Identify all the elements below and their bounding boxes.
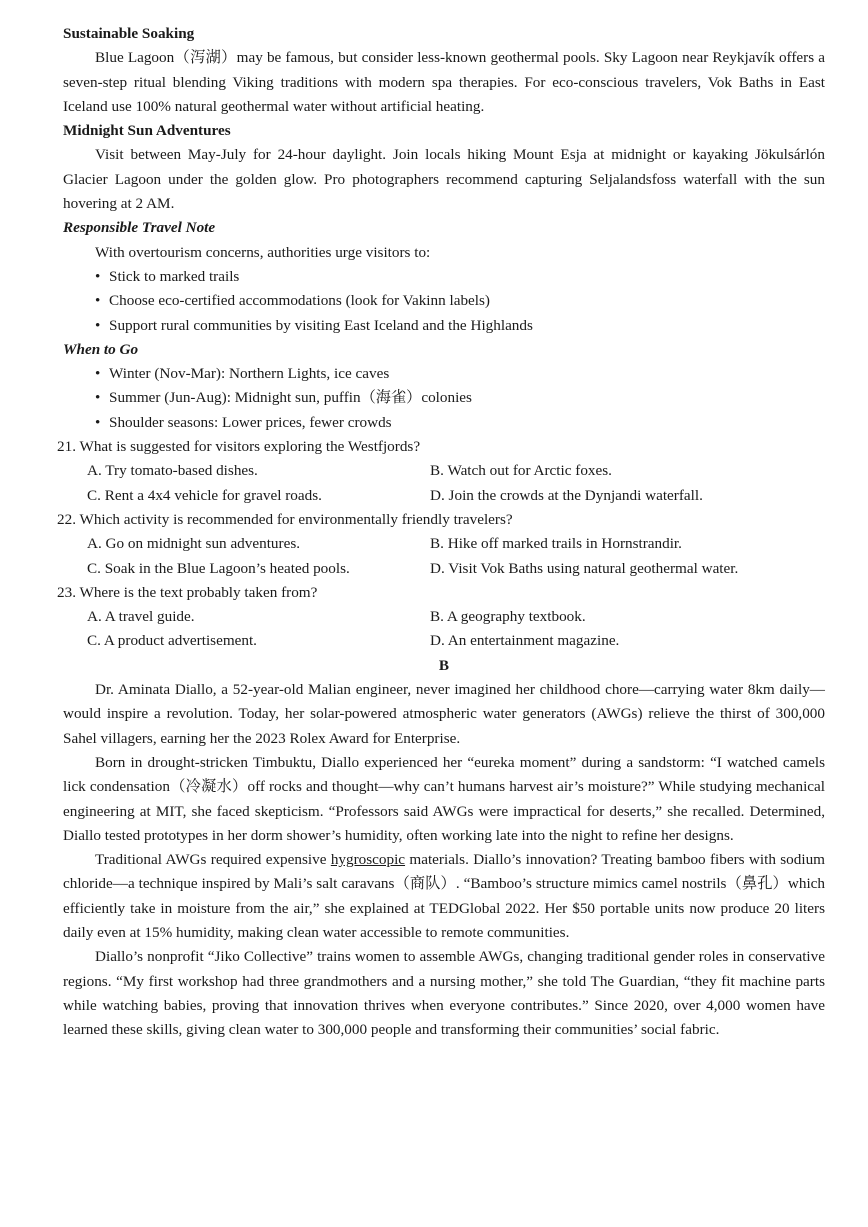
- option-d: D. Join the crowds at the Dynjandi waterfall.: [430, 486, 703, 504]
- section-title-when-to-go: When to Go: [63, 340, 139, 358]
- section-title-midnight-sun: Midnight Sun Adventures: [63, 122, 231, 140]
- question-22-stem: 22. Which activity is recommended for environmentally friendly travelers?: [57, 510, 513, 528]
- question-23-options: [63, 605, 825, 654]
- paragraph-sustainable-soaking: Blue Lagoon（泻湖）may be famous, but consider less-known geothermal pools. Sky Lagoon near Reykjavík offers a seven-step ritual blending Viking traditions with modern spa therapies. For eco-conscious travelers, Vok Baths in East Iceland use 100% natural geothermal water without artificial heating.: [63, 49, 825, 115]
- question-21-options: [63, 459, 825, 508]
- paragraph-b-1: Dr. Aminata Diallo, a 52-year-old Malian engineer, never imagined her childhood chore—carrying water 8km daily—would inspire a revolution. Today, her solar-powered atmospheric water generators (AWGs) relieve the thirst of 300,000 Sahel villagers, earning her the 2023 Rolex Award for Enterprise.: [63, 681, 825, 747]
- section-title-responsible-travel: Responsible Travel Note: [63, 219, 216, 237]
- paragraph-midnight-sun: Visit between May-July for 24-hour daylight. Join locals hiking Mount Esja at midnight or kayaking Jökulsárlón Glacier Lagoon under the golden glow. Pro photographers recommend capturing Seljalandsfoss waterfall with the sun hovering at 2 AM.: [63, 146, 825, 213]
- underlined-word: hygroscopic: [330, 851, 406, 869]
- option-c: C. A product advertisement.: [87, 632, 257, 650]
- list-item: • Choose eco-certified accommodations (look for Vakinn labels): [63, 289, 825, 313]
- section-title-sustainable-soaking: Sustainable Soaking: [63, 25, 195, 42]
- option-a: A. A travel guide.: [87, 608, 195, 626]
- question-22-options: [63, 532, 825, 581]
- option-b: B. A geography textbook.: [430, 608, 586, 626]
- list-item: • Support rural communities by visiting East Iceland and the Highlands: [63, 314, 825, 338]
- question-23-stem: 23. Where is the text probably taken from?: [57, 583, 318, 601]
- paragraph-b-2: Born in drought-stricken Timbuktu, Diallo experienced her “eureka moment” during a sandstorm: “I watched camels lick condensation（冷凝水）off rocks and thought—why can’t humans harvest air’s moisture?” While studying mechanical engineering at MIT, she faced skepticism. “Professors said AWGs were impractical for deserts,” she recalled. Determined, Diallo tested prototypes in her dorm shower’s humidity, often working late into the night to refine her designs.: [63, 753, 825, 844]
- option-a: A. Go on midnight sun adventures.: [87, 535, 301, 553]
- option-b: B. Watch out for Arctic foxes.: [430, 462, 612, 480]
- option-c: C. Rent a 4x4 vehicle for gravel roads.: [87, 486, 322, 504]
- question-21-stem: 21. What is suggested for visitors exploring the Westfjords?: [57, 438, 421, 456]
- paragraph-b-3: Traditional AWGs required expensive hygroscopic materials. Diallo’s innovation? Treating bamboo fibers with sodium chloride—a technique inspired by Mali’s salt caravans（商队）. “Bamboo’s structure mimics camel nostrils（鼻孔）which efficiently take in moisture from the air,” she explained at TEDGlobal 2022. Her $50 portable units now produce 20 liters daily even at 15% humidity, making clean water accessible to remote communities.: [63, 851, 825, 941]
- list-item: • Shoulder seasons: Lower prices, fewer crowds: [63, 411, 825, 435]
- option-b: B. Hike off marked trails in Hornstrandir.: [430, 535, 682, 553]
- option-a: A. Try tomato-based dishes.: [87, 462, 258, 480]
- list-item: • Summer (Jun-Aug): Midnight sun, puffin（海雀）colonies: [63, 386, 825, 410]
- option-c: C. Soak in the Blue Lagoon’s heated pools.: [87, 559, 350, 577]
- option-d: D. An entertainment magazine.: [430, 632, 620, 650]
- paragraph-b-4: Diallo’s nonprofit “Jiko Collective” trains women to assemble AWGs, changing traditional gender roles in conservative regions. “My first workshop had three grandmothers and a nursing mother,” she told The Guardian, “they fit machine parts while watching babies, proving that innovation thrives when everyone contributes.” Since 2020, over 4,000 women have learned these skills, giving clean water to 300,000 people and transforming their communities’ social fabric.: [63, 948, 825, 1039]
- list-item: • Winter (Nov-Mar): Northern Lights, ice caves: [63, 362, 825, 386]
- passage-label-b: B: [438, 656, 450, 674]
- option-d: D. Visit Vok Baths using natural geothermal water.: [430, 559, 739, 577]
- paragraph-responsible-intro: With overtourism concerns, authorities urge visitors to:: [95, 243, 431, 261]
- list-item: • Stick to marked trails: [63, 265, 825, 289]
- document-page: [57, 22, 825, 1042]
